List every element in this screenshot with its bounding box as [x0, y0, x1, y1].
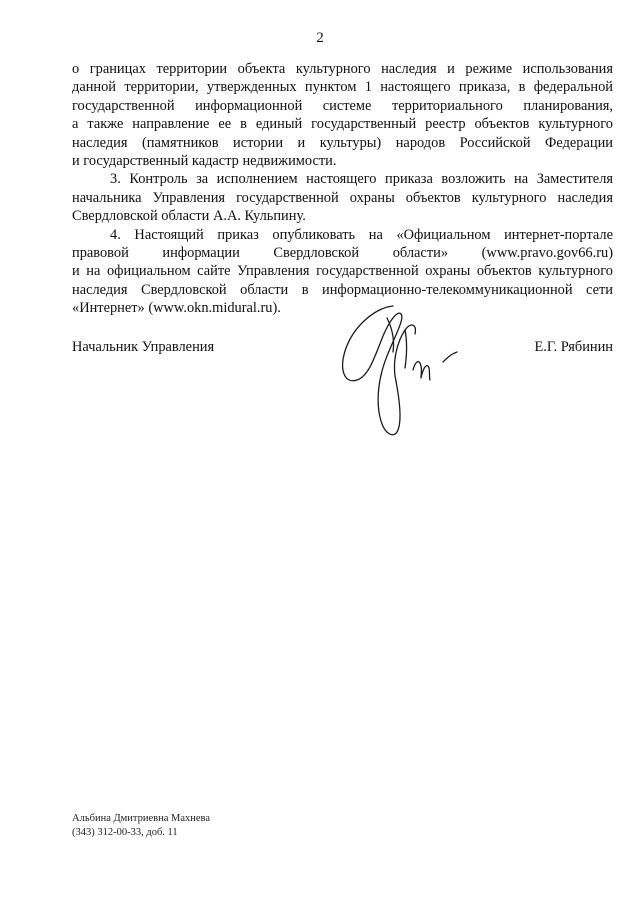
paragraph-line: Свердловской области А.А. Кульпину.	[72, 208, 306, 225]
paragraph-line: данной территории, утвержденных пунктом 1 настоящего приказа, в федеральной	[72, 79, 613, 96]
executor-name: Альбина Дмитриевна Махнева	[72, 813, 211, 824]
document-body	[72, 60, 613, 318]
paragraph-line: государственной информационной системе территориального планирования,	[72, 97, 613, 114]
page-number: 2	[316, 30, 324, 46]
paragraph-line: о границах территории объекта культурного наследия и режиме использования	[72, 61, 613, 77]
handwritten-signature	[335, 296, 465, 446]
paragraph-1	[72, 60, 613, 170]
paragraph-line: 4. Настоящий приказ опубликовать на «Официальном интернет-портале	[110, 226, 613, 243]
paragraph-line: и государственный кадастр недвижимости.	[72, 153, 337, 170]
paragraph-line: и на официальном сайте Управления государственной охраны объектов культурного	[72, 263, 613, 280]
paragraph-line: 3. Контроль за исполнением настоящего приказа возложить на Заместителя	[110, 171, 613, 188]
paragraph-line: правовой информации Свердловской области» (www.pravo.gov66.ru)	[72, 245, 613, 262]
paragraph-line: наследия Свердловской области в информационно-телекоммуникационной сети	[72, 281, 613, 298]
paragraph-line: начальника Управления государственной охраны объектов культурного наследия	[72, 189, 613, 206]
paragraph-line: «Интернет» (www.okn.midural.ru).	[72, 300, 281, 317]
paragraph-3	[72, 170, 613, 225]
signatory-position: Начальник Управления	[72, 339, 215, 355]
paragraph-line: а также направление ее в единый государственный реестр объектов культурного	[72, 116, 613, 133]
executor-phone: (343) 312-00-33, доб. 11	[72, 827, 178, 838]
executor-info	[72, 812, 210, 840]
paragraph-line: наследия (памятников истории и культуры) народов Российской Федерации	[72, 134, 613, 151]
signatory-name: Е.Г. Рябинин	[534, 339, 613, 355]
